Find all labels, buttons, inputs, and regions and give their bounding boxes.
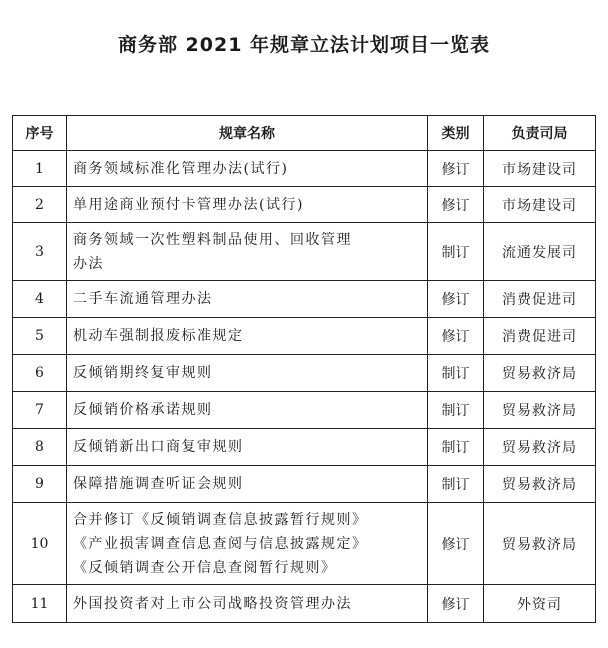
row-category: 制订 (428, 223, 484, 281)
row-category: 修订 (428, 151, 484, 187)
row-category: 制订 (428, 429, 484, 466)
row-category: 修订 (428, 281, 484, 318)
table-row (13, 355, 596, 392)
row-regulation-name (67, 151, 428, 187)
regulation-name-line: 保障措施调查听证会规则 (73, 476, 244, 492)
row-category: 修订 (428, 187, 484, 223)
row-category: 修订 (428, 503, 484, 585)
regulation-name-line: 合并修订《反倾销调查信息披露暂行规则》 (73, 511, 368, 528)
row-category: 制订 (428, 466, 484, 503)
header-department: 负责司局 (484, 116, 596, 151)
row-department: 市场建设司 (484, 187, 596, 223)
row-regulation-name (67, 466, 428, 503)
document-title: 商务部 2021 年规章立法计划项目一览表 (117, 34, 491, 56)
row-department: 贸易救济局 (484, 355, 596, 392)
row-category: 修订 (428, 585, 484, 623)
table-body (13, 151, 596, 623)
regulation-name-line: 办法 (73, 255, 104, 272)
header-index: 序号 (13, 116, 67, 151)
table-row (13, 585, 596, 623)
table-row (13, 318, 596, 355)
regulation-name-line: 单用途商业预付卡管理办法(试行) (73, 196, 304, 213)
row-regulation-name (67, 392, 428, 429)
regulation-name-line: 《产业损害调查信息查阅与信息披露规定》 (73, 535, 368, 552)
row-index: 2 (13, 187, 67, 223)
row-regulation-name (67, 585, 428, 623)
table-header-row (13, 116, 596, 151)
regulation-name-line: 商务领域标准化管理办法(试行) (73, 160, 289, 177)
row-index: 3 (13, 223, 67, 281)
row-department: 消费促进司 (484, 281, 596, 318)
row-category: 制订 (428, 392, 484, 429)
regulation-plan-table (12, 115, 596, 623)
regulation-name-line: 反倾销价格承诺规则 (73, 402, 213, 418)
regulation-name-line: 反倾销期终复审规则 (73, 365, 213, 381)
row-department: 外资司 (484, 585, 596, 623)
row-regulation-name (67, 503, 428, 585)
table-row (13, 503, 596, 585)
row-index: 1 (13, 151, 67, 187)
table-row (13, 429, 596, 466)
regulation-name-line: 反倾销新出口商复审规则 (73, 439, 244, 455)
row-category: 修订 (428, 318, 484, 355)
row-index: 6 (13, 355, 67, 392)
row-department: 贸易救济局 (484, 466, 596, 503)
row-regulation-name (67, 318, 428, 355)
table-row (13, 187, 596, 223)
row-index: 9 (13, 466, 67, 503)
regulation-name-line: 商务领域一次性塑料制品使用、回收管理 (73, 231, 352, 248)
row-regulation-name (67, 281, 428, 318)
table-row (13, 281, 596, 318)
row-department: 贸易救济局 (484, 503, 596, 585)
table-row (13, 151, 596, 187)
row-index: 5 (13, 318, 67, 355)
regulation-name-line: 二手车流通管理办法 (73, 291, 213, 307)
row-category: 制订 (428, 355, 484, 392)
table-row (13, 392, 596, 429)
row-index: 4 (13, 281, 67, 318)
table-row (13, 466, 596, 503)
row-index: 7 (13, 392, 67, 429)
row-department: 消费促进司 (484, 318, 596, 355)
row-regulation-name (67, 355, 428, 392)
regulation-name-line: 外国投资者对上市公司战略投资管理办法 (73, 595, 352, 612)
header-name: 规章名称 (67, 116, 428, 151)
header-category: 类别 (428, 116, 484, 151)
row-department: 流通发展司 (484, 223, 596, 281)
regulation-name-line: 机动车强制报废标准规定 (73, 328, 244, 344)
row-index: 8 (13, 429, 67, 466)
row-regulation-name (67, 429, 428, 466)
table-row (13, 223, 596, 281)
row-department: 贸易救济局 (484, 392, 596, 429)
regulation-name-line: 《反倾销调查公开信息查阅暂行规则》 (73, 559, 337, 576)
row-index: 11 (13, 585, 67, 623)
row-department: 市场建设司 (484, 151, 596, 187)
row-department: 贸易救济局 (484, 429, 596, 466)
row-regulation-name (67, 187, 428, 223)
row-regulation-name (67, 223, 428, 281)
row-index: 10 (13, 503, 67, 585)
